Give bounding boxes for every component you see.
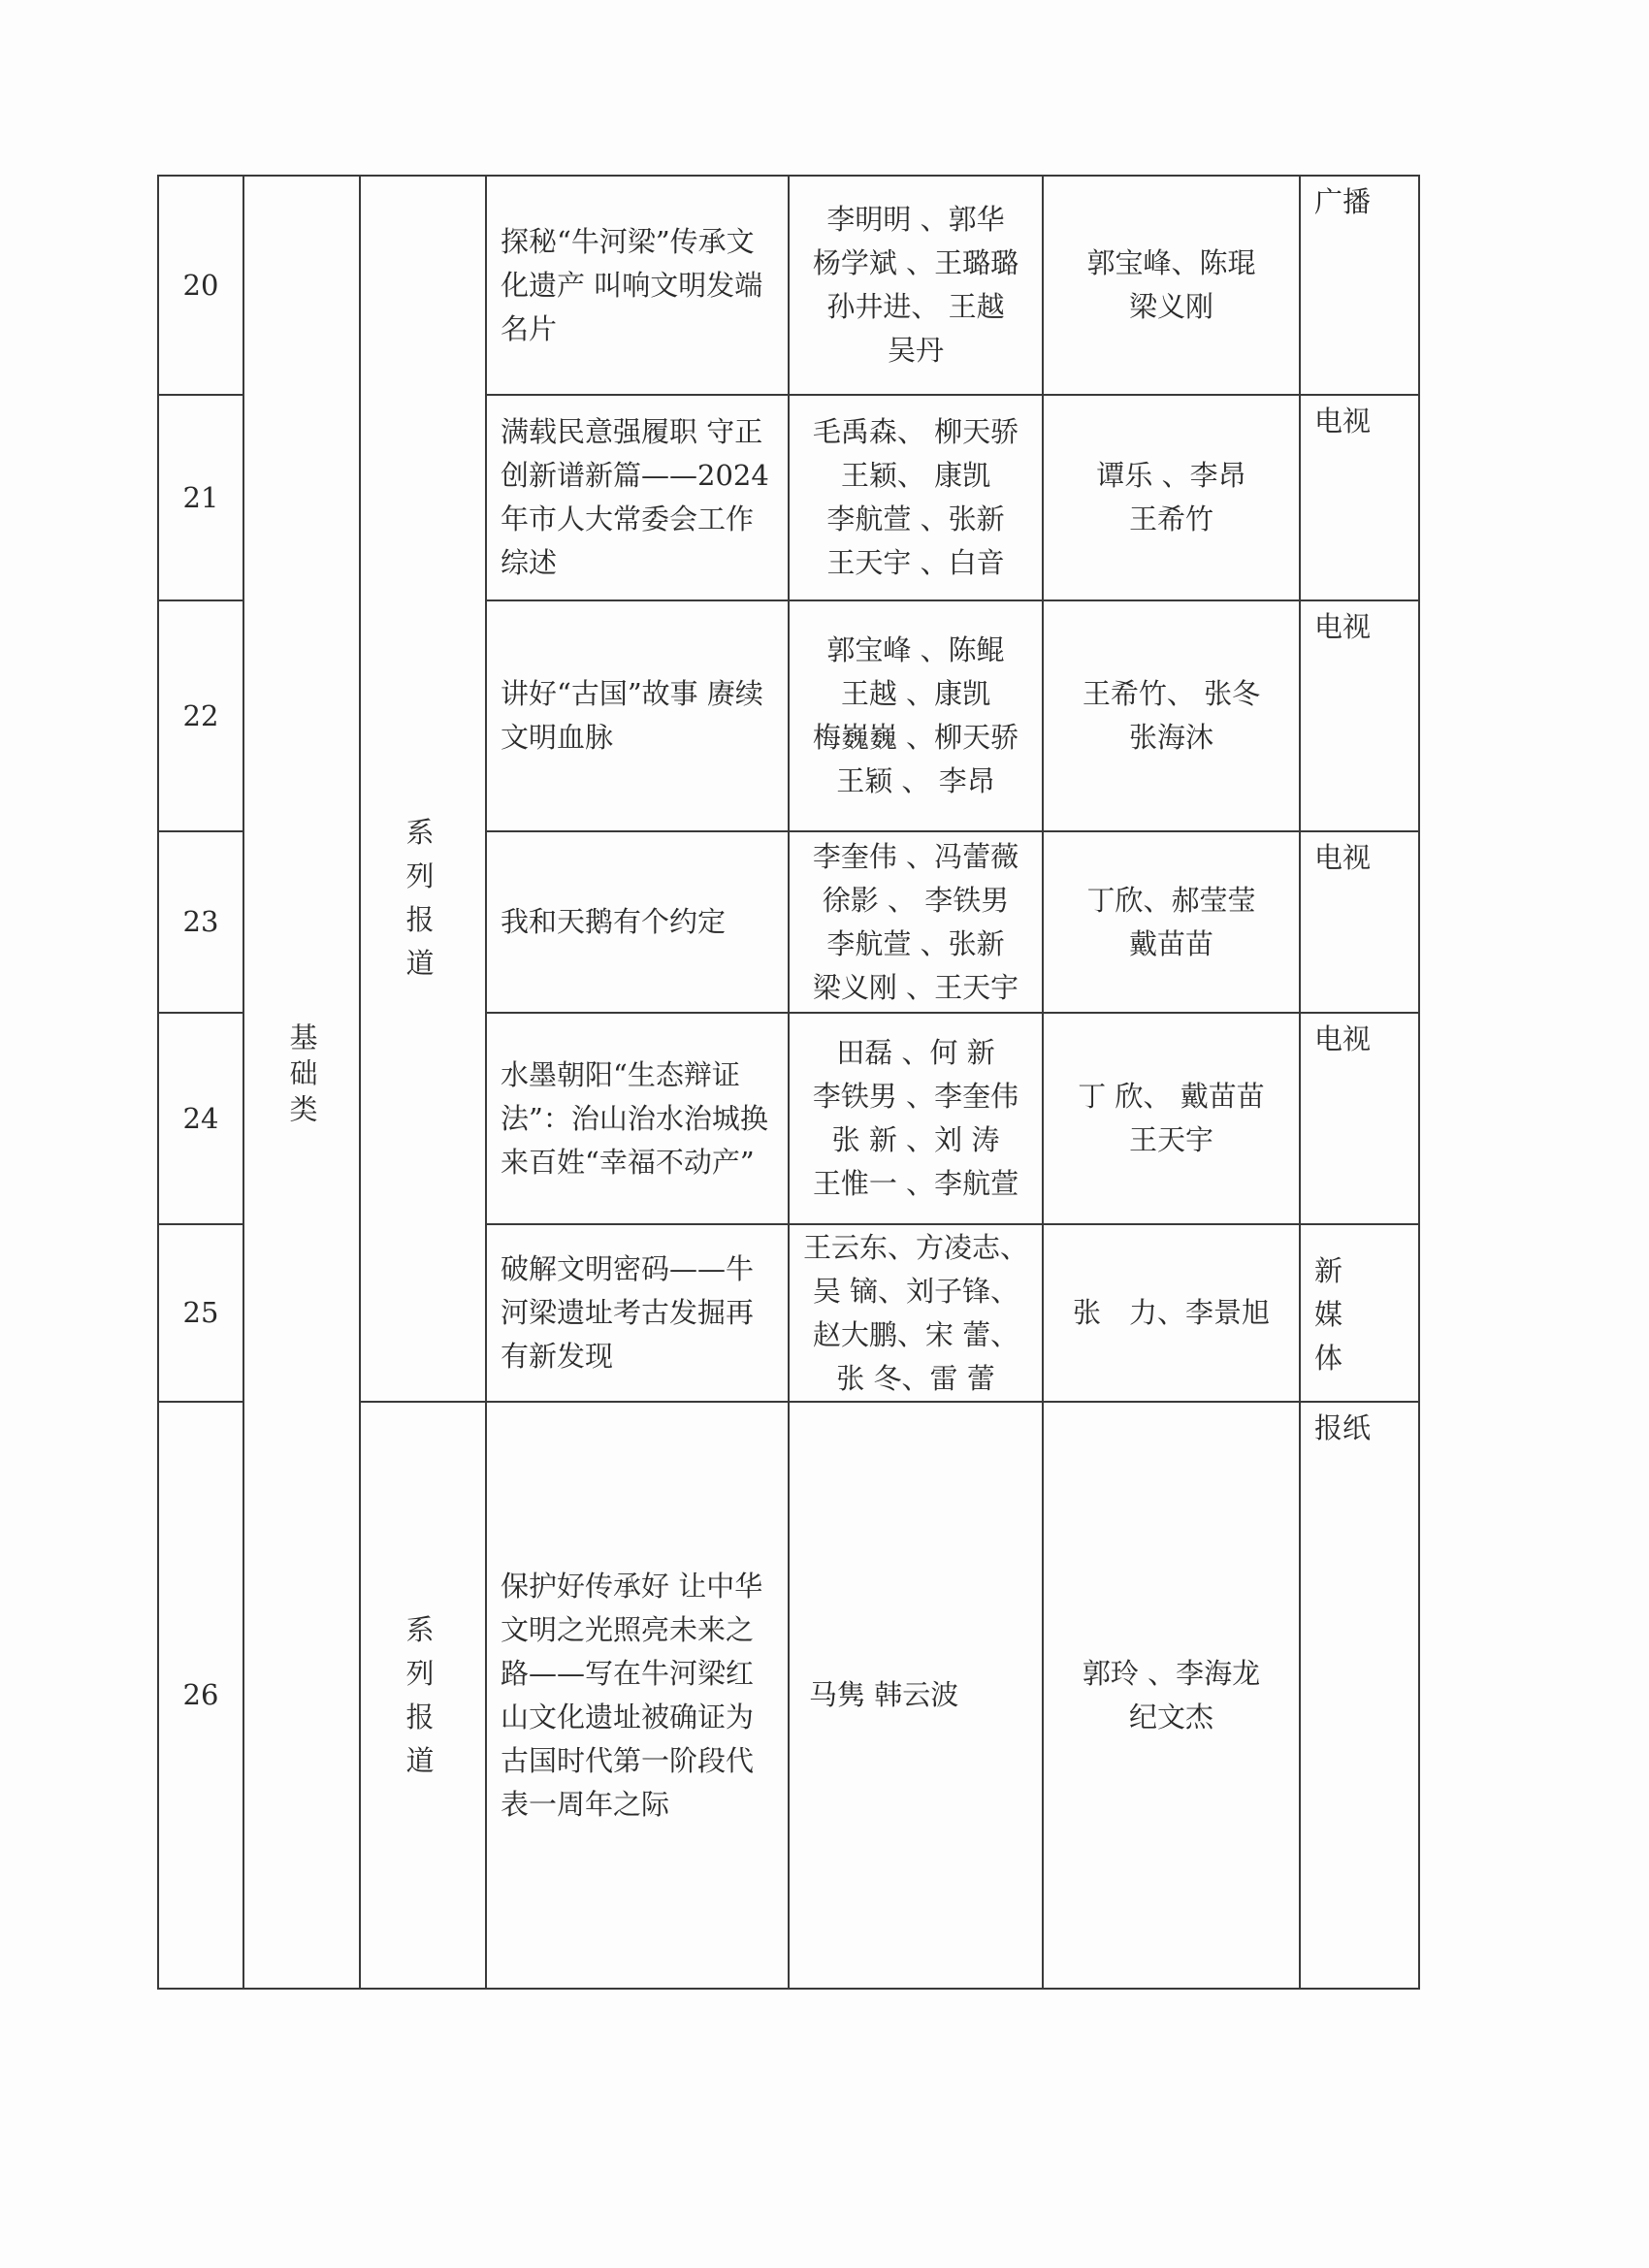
editor-line: 丁欣、郝莹莹 — [1086, 883, 1256, 917]
editor-line: 张 力、李景旭 — [1072, 1296, 1270, 1329]
subcategory-cell — [360, 1402, 486, 1989]
category-cell — [243, 176, 360, 1989]
editor-line: 郭宝峰、陈琨 — [1086, 246, 1256, 279]
editors-cell — [1043, 395, 1300, 600]
editors-cell — [1043, 176, 1300, 395]
author-line: 王越 、康凯 — [840, 677, 991, 710]
author-line: 马隽 韩云波 — [809, 1678, 959, 1711]
editor-line: 王希竹、 张冬 — [1082, 677, 1261, 710]
category-label: 基础类 — [285, 1021, 319, 1130]
media-type: 电视 — [1300, 831, 1419, 1013]
editor-line: 梁义刚 — [1128, 290, 1213, 323]
author-line: 王天宇 、白音 — [826, 546, 1005, 579]
editor-line: 谭乐 、李昂 — [1096, 459, 1246, 492]
row-number: 26 — [158, 1402, 243, 1989]
author-line: 王惟一 、李航萱 — [812, 1167, 1019, 1200]
author-line: 吴 镝、刘子锋、 — [812, 1274, 1019, 1308]
editors-cell — [1043, 831, 1300, 1013]
row-number: 23 — [158, 831, 243, 1013]
editor-line: 戴苗苗 — [1128, 926, 1213, 960]
media-type: 报纸 — [1300, 1402, 1419, 1989]
author-line: 田磊 、何 新 — [836, 1036, 995, 1069]
entry-title: 我和天鹅有个约定 — [486, 831, 789, 1013]
award-table — [157, 175, 1420, 1990]
authors-cell — [789, 395, 1043, 600]
subcategory-cell — [360, 395, 486, 1402]
author-line: 徐影 、 李铁男 — [822, 883, 1010, 917]
entry-title: 讲好“古国”故事 赓续文明血脉 — [486, 600, 789, 831]
row-number: 22 — [158, 600, 243, 831]
subcategory-cell-blank — [360, 176, 486, 395]
author-line: 张 冬、雷 蕾 — [836, 1361, 995, 1395]
author-line: 王颖、 康凯 — [840, 459, 991, 492]
entry-title: 破解文明密码——牛河梁遗址考古发掘再有新发现 — [486, 1224, 789, 1402]
authors-cell — [789, 1224, 1043, 1402]
editors-cell — [1043, 1013, 1300, 1224]
row-number: 25 — [158, 1224, 243, 1402]
editor-line: 王希竹 — [1128, 502, 1213, 535]
media-type-text: 新媒体 — [1314, 1254, 1343, 1375]
row-number: 21 — [158, 395, 243, 600]
author-line: 王云东、方凌志、 — [802, 1230, 1028, 1264]
author-line: 王颖 、 李昂 — [836, 764, 995, 797]
author-line: 孙井进、 王越 — [826, 290, 1005, 323]
author-line: 杨学斌 、王璐璐 — [812, 246, 1019, 279]
media-type: 电视 — [1300, 1013, 1419, 1224]
media-type: 电视 — [1300, 600, 1419, 831]
editor-line: 纪文杰 — [1128, 1700, 1213, 1733]
authors-cell — [789, 600, 1043, 831]
author-line: 赵大鹏、宋 蕾、 — [812, 1317, 1019, 1351]
editors-cell — [1043, 1224, 1300, 1402]
editor-line: 丁 欣、 戴苗苗 — [1078, 1080, 1265, 1113]
author-line: 梅巍巍 、柳天骄 — [812, 721, 1019, 754]
authors-cell — [789, 1402, 1043, 1989]
media-type: 广播 — [1300, 176, 1419, 395]
authors-cell — [789, 176, 1043, 395]
authors-cell — [789, 1013, 1043, 1224]
authors-cell — [789, 831, 1043, 1013]
author-line: 李航萱 、张新 — [826, 926, 1005, 960]
media-type — [1300, 1224, 1419, 1402]
editors-cell — [1043, 1402, 1300, 1989]
table-row — [158, 176, 1419, 395]
entry-title: 满载民意强履职 守正创新谱新篇——2024年市人大常委会工作综述 — [486, 395, 789, 600]
row-number: 24 — [158, 1013, 243, 1224]
author-line: 张 新 、刘 涛 — [831, 1123, 1000, 1156]
author-line: 李航萱 、张新 — [826, 502, 1005, 535]
editor-line: 郭玲 、李海龙 — [1082, 1656, 1261, 1690]
row-number: 20 — [158, 176, 243, 395]
author-line: 梁义刚 、王天宇 — [812, 970, 1019, 1004]
author-line: 李铁男 、李奎伟 — [812, 1080, 1019, 1113]
editor-line: 王天宇 — [1128, 1123, 1213, 1156]
entry-title: 水墨朝阳“生态辩证法”：治山治水治城换来百姓“幸福不动产” — [486, 1013, 789, 1224]
media-type: 电视 — [1300, 395, 1419, 600]
author-line: 李奎伟 、冯蕾薇 — [812, 839, 1019, 873]
editor-line: 张海沐 — [1128, 721, 1213, 754]
author-line: 李明明 、郭华 — [826, 203, 1005, 236]
subcategory-label: 系列报道 — [405, 1612, 440, 1777]
entry-title: 探秘“牛河梁”传承文化遗产 叫响文明发端名片 — [486, 176, 789, 395]
entry-title: 保护好传承好 让中华文明之光照亮未来之路——写在牛河梁红山文化遗址被确证为古国时代第一阶段代表一周年之际 — [486, 1402, 789, 1989]
editors-cell — [1043, 600, 1300, 831]
author-line: 毛禹森、 柳天骄 — [812, 415, 1019, 448]
subcategory-label: 系列报道 — [405, 815, 440, 980]
author-line: 郭宝峰 、陈鲲 — [826, 633, 1005, 666]
author-line: 吴丹 — [887, 334, 944, 367]
